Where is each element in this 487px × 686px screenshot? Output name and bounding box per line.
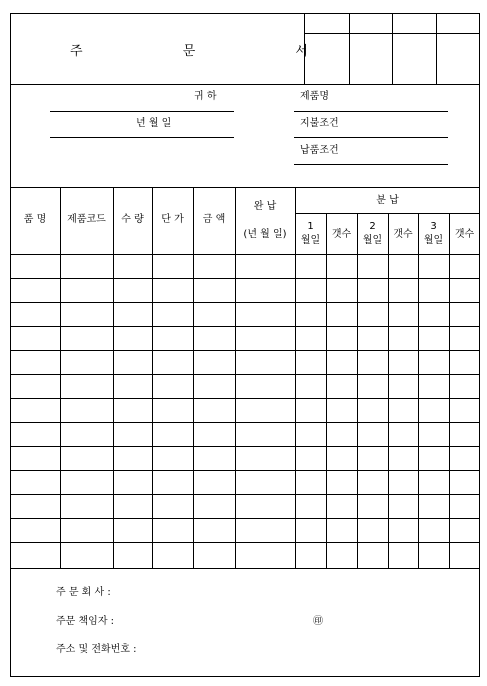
title-separator bbox=[10, 84, 480, 85]
address-phone-label: 주소 및 전화번호 : bbox=[56, 644, 137, 655]
column-divider bbox=[60, 187, 61, 568]
split-3-number: 3 bbox=[430, 221, 437, 232]
table-row bbox=[10, 494, 480, 495]
split-3-date: 월일 bbox=[423, 235, 444, 246]
delivery-terms-line bbox=[294, 164, 448, 165]
ordering-company-label: 주 문 회 사 : bbox=[56, 587, 111, 598]
column-divider bbox=[113, 187, 114, 568]
header-unit-price: 단 가 bbox=[161, 214, 184, 225]
table-row bbox=[10, 518, 480, 519]
split-2-number: 2 bbox=[369, 221, 376, 232]
table-row bbox=[10, 422, 480, 423]
column-divider bbox=[295, 187, 296, 568]
table-row bbox=[10, 278, 480, 279]
split-3-count: 갯수 bbox=[454, 229, 475, 240]
split-2-count: 갯수 bbox=[393, 229, 413, 240]
table-row bbox=[10, 326, 480, 327]
table-row bbox=[10, 470, 480, 471]
table-row bbox=[10, 302, 480, 303]
table-row bbox=[10, 446, 480, 447]
payment-terms-line bbox=[294, 137, 448, 138]
table-header-bottom bbox=[10, 254, 480, 255]
column-divider bbox=[235, 187, 236, 568]
table-row bbox=[10, 398, 480, 399]
split-2-date: 월일 bbox=[362, 235, 383, 246]
form-title: 주 문 서 bbox=[70, 44, 356, 59]
payment-terms-label: 지불조건 bbox=[300, 118, 339, 129]
header-quantity: 수 량 bbox=[121, 214, 144, 225]
table-row bbox=[10, 374, 480, 375]
column-divider bbox=[326, 213, 327, 568]
recipient-line bbox=[50, 111, 234, 112]
seal-mark: ㊞ bbox=[313, 616, 323, 627]
order-date-label: 년 월 일 bbox=[136, 118, 172, 129]
approval-box-divider bbox=[349, 13, 350, 84]
table-bottom-border bbox=[10, 568, 480, 569]
table-row bbox=[10, 542, 480, 543]
date-line bbox=[50, 137, 234, 138]
delivery-terms-label: 납품조건 bbox=[300, 145, 339, 156]
header-item-name: 품 명 bbox=[23, 214, 47, 225]
header-product-code: 제품코드 bbox=[67, 214, 106, 225]
recipient-honorific: 귀 하 bbox=[194, 91, 217, 102]
header-complete-delivery-date: (년 월 일) bbox=[243, 229, 287, 240]
approval-box-border bbox=[304, 13, 305, 84]
product-name-label: 제품명 bbox=[300, 91, 329, 102]
split-1-number: 1 bbox=[307, 221, 314, 232]
column-divider bbox=[193, 187, 194, 568]
header-amount: 금 액 bbox=[202, 214, 226, 225]
column-divider bbox=[388, 213, 389, 568]
column-divider bbox=[152, 187, 153, 568]
table-row bbox=[10, 350, 480, 351]
order-form bbox=[10, 13, 480, 677]
header-complete-delivery: 완 납 bbox=[253, 201, 277, 212]
approval-box-divider bbox=[436, 13, 437, 84]
table-top-border bbox=[10, 187, 480, 188]
column-divider bbox=[449, 213, 450, 568]
split-1-date: 월일 bbox=[300, 235, 321, 246]
approval-box-header-line bbox=[304, 33, 480, 34]
column-divider bbox=[418, 213, 419, 568]
responsible-person-label: 주문 책임자 : bbox=[56, 616, 115, 627]
split-1-count: 갯수 bbox=[331, 229, 352, 240]
product-name-line bbox=[294, 111, 448, 112]
approval-box-divider bbox=[392, 13, 393, 84]
header-split-delivery: 분 납 bbox=[376, 195, 399, 206]
column-divider bbox=[357, 213, 358, 568]
